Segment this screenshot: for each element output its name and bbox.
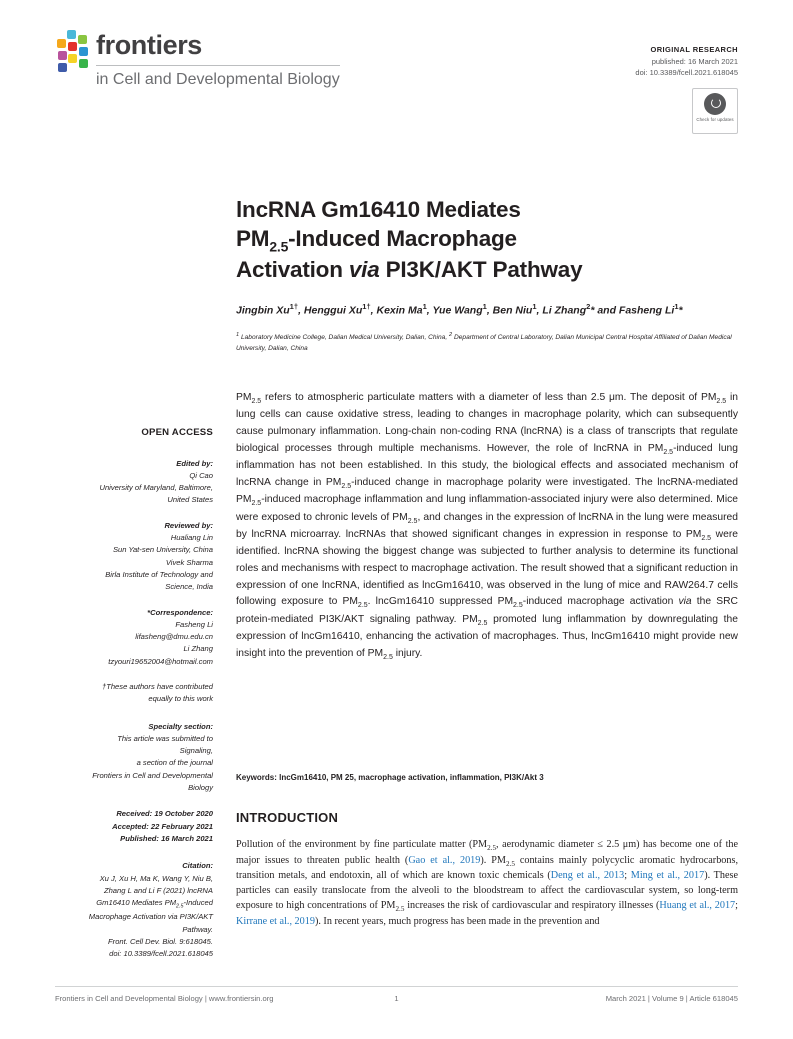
introduction-body: Pollution of the environment by fine particulate matter ($PM_{2.5}$, aerodynamic diameter ≤ 2.5 μm) has become one of the major issues to threaten public health (Gao et al., 2019). $PM_{2.5}$ contains mainly polycyclic aromatic hydrocarbons, transition metals, and endotoxin, all of which are known toxic chemicals (Deng et al., 2013; Ming et al., 2017). These particles can easily translocate from the alveoli to the bloodstream to affect the cardiovascular system, so long-term exposure to high concentrations of $PM_{2.5}$ increases the risk of cardiovascular and respiratory illnesses (Huang et al., 2017; Kirrane et al., 2019). In recent years, much progress has been made in the prevention and: [236, 839, 739, 927]
reviewer-2-name: Vivek Sharma: [165, 557, 213, 567]
abstract-text: $PM_{2.5}$ refers to atmospheric particulate matters with a diameter of less than 2.5 μm. The deposit of $PM_{2.5}$ in lung cells can cause oxidative stress, leading to changes in macrophage polarity, which can subsequently cause pulmonary inflammation. Long-chain non-coding RNA (lncRNA) is a class of transcripts that regulate biological processes through multiple mechanisms. However, the role of lncRNA in $PM_{2.5}$-induced lung inflammation has not been established. In this study, the biological effects and associated mechanism of lncRNA change in $PM_{2.5}$-induced change in macrophage polarity were investigated. The lncRNA-mediated $PM_{2.5}$-induced macrophage inflammation and lung inflammation-associated injury were also determined. Mice were exposed to chronic levels of $PM_{2.5}$, and changes in the expression of lncRNA in the lung were measured by lncRNA microarray. lncRNAs that showed significant changes in expression in response to $PM_{2.5}$ were identified. lncRNA showing the biggest change was subjected to further analysis to determine its functional roles and mechanisms with respect to macrophage activation. The result showed that a significant reduction in expression of one lncRNA, identified as lncGm16410, was observed in the lung of mice and RAW264.7 cells following exposure to $PM_{2.5}$. lncGm16410 suppressed $PM_{2.5}$-induced macrophage activation via the SRC protein-mediated PI3K/AKT signaling pathway. $PM_{2.5}$ promoted lung inflammation by downregulating the expression of lncGm16410, enhancing the activation of macrophages. Thus, lncGm16410 might provide new insight into the prevention of $PM_{2.5}$ injury.: [236, 392, 739, 661]
citation-link-ming[interactable]: Ming et al., 2017: [630, 870, 705, 882]
reviewer-1-name: Hualiang Lin: [170, 533, 213, 543]
specialty-line-3: a section of the journal: [136, 758, 213, 768]
editor-affiliation-1: University of Maryland, Baltimore,: [99, 483, 213, 493]
reviewer-2-affiliation-1: Birla Institute of Technology and: [105, 569, 213, 579]
reviewed-by-label: Reviewed by:: [164, 520, 213, 530]
title-line-3b: PI3K/AKT Pathway: [379, 257, 583, 283]
check-updates-label: Check for updates: [696, 117, 734, 122]
specialty-line-1: This article was submitted to: [117, 733, 213, 743]
title-line-2b: -Induced Macrophage: [288, 225, 517, 251]
author-list: Jingbin $Xu^{1\dagger}$, Henggui $Xu^{1\dagger}$, Kexin Ma$^1$, Yue Wang$^1$, Ben Niu$^1$, Li Zhang$^2$* and Fasheng Li$^1$*: [236, 301, 683, 317]
check-for-updates-badge[interactable]: [692, 88, 738, 134]
page-number: 1: [394, 994, 399, 1003]
specialty-line-2: Signaling,: [179, 746, 213, 756]
equal-contribution-note-1: †These authors have contributed: [101, 681, 213, 691]
citation-link-deng[interactable]: Deng et al., 2013: [550, 870, 625, 882]
header-meta: [635, 44, 738, 79]
page-title: [236, 196, 738, 285]
frontiers-logo-icon: [55, 30, 89, 74]
specialty-section-label: Specialty section:: [148, 721, 213, 731]
corresponding-email-1[interactable]: lifasheng@dmu.edu.cn: [135, 632, 213, 642]
journal-logo: [55, 30, 340, 89]
article-sidebar: [55, 425, 213, 960]
title-block: [236, 196, 738, 354]
citation-link-gao[interactable]: Gao et al., 2019: [408, 854, 481, 866]
page-header: [55, 30, 738, 140]
open-access-badge: OPEN ACCESS: [141, 427, 213, 438]
page-footer: [55, 986, 738, 1003]
editor-affiliation-2: United States: [167, 495, 213, 505]
citation-line-5: Pathway.: [182, 924, 213, 934]
title-line-3a: Activation: [236, 257, 349, 283]
citation-line-6: Front. Cell Dev. Biol. 9:618045.: [108, 936, 213, 946]
footer-issue-info: March 2021 | Volume 9 | Article 618045: [605, 994, 738, 1003]
correspondence-label: *Correspondence:: [147, 607, 213, 617]
title-line-3-italic: via: [348, 257, 380, 283]
accepted-date: Accepted: 22 February 2021: [112, 821, 213, 831]
received-date: Received: 19 October 2020: [116, 809, 213, 819]
affiliations: $^1$ Laboratory Medicine College, Dalian Medical University, Dalian, China, $^2$ Department of Central Laboratory, Dalian Municipal Central Hospital Affiliated of Dalian Medical University, Dalian, China: [236, 332, 732, 352]
corresponding-author-1: Fasheng Li: [175, 619, 213, 629]
journal-name: in Cell and Developmental Biology: [96, 65, 340, 89]
keywords: Keywords: lncGm16410, PM 25, macrophage activation, inflammation, PI3K/Akt 3: [236, 773, 544, 782]
corresponding-author-2: Li Zhang: [183, 644, 213, 654]
citation-link-huang[interactable]: Huang et al., 2017: [659, 900, 736, 911]
citation-line-1: Xu J, Xu H, Ma K, Wang Y, Niu B,: [99, 873, 213, 883]
edited-by-label: Edited by:: [176, 458, 213, 468]
published-date-sidebar: Published: 16 March 2021: [120, 833, 213, 843]
reviewer-2-affiliation-2: Science, India: [165, 582, 213, 592]
editor-name: Qi Cao: [189, 470, 213, 480]
citation-link-kirrane[interactable]: Kirrane et al., 2019: [236, 915, 315, 927]
citation-line-4: Macrophage Activation via PI3K/AKT: [88, 912, 213, 922]
title-line-1: lncRNA Gm16410 Mediates: [236, 197, 521, 222]
section-heading-introduction: INTRODUCTION: [236, 810, 339, 825]
doi: doi: 10.3389/fcell.2021.618045: [635, 68, 738, 78]
title-line-2-sub: 2.5: [269, 238, 289, 255]
refresh-icon: [704, 93, 726, 115]
journal-brand: frontiers: [96, 30, 202, 60]
footer-journal-url[interactable]: Frontiers in Cell and Developmental Biology | www.frontiersin.org: [55, 994, 274, 1003]
corresponding-email-2[interactable]: tzyouri19652004@hotmail.com: [108, 656, 213, 666]
citation-line-3: Gm16410 Mediates $PM_{2.5}$-Induced: [96, 898, 213, 910]
citation-line-2: Zhang L and Li F (2021) lncRNA: [103, 885, 213, 895]
citation-label: Citation:: [182, 861, 213, 871]
published-date: published: 16 March 2021: [651, 56, 738, 66]
reviewer-1-affiliation: Sun Yat-sen University, China: [112, 545, 213, 555]
title-line-2a: PM: [236, 225, 270, 251]
citation-line-7: doi: 10.3389/fcell.2021.618045: [109, 949, 213, 959]
article-type: ORIGINAL RESEARCH: [650, 45, 738, 54]
specialty-line-5: Biology: [188, 783, 213, 793]
specialty-line-4: Frontiers in Cell and Developmental: [92, 770, 213, 780]
equal-contribution-note-2: equally to this work: [148, 694, 213, 704]
